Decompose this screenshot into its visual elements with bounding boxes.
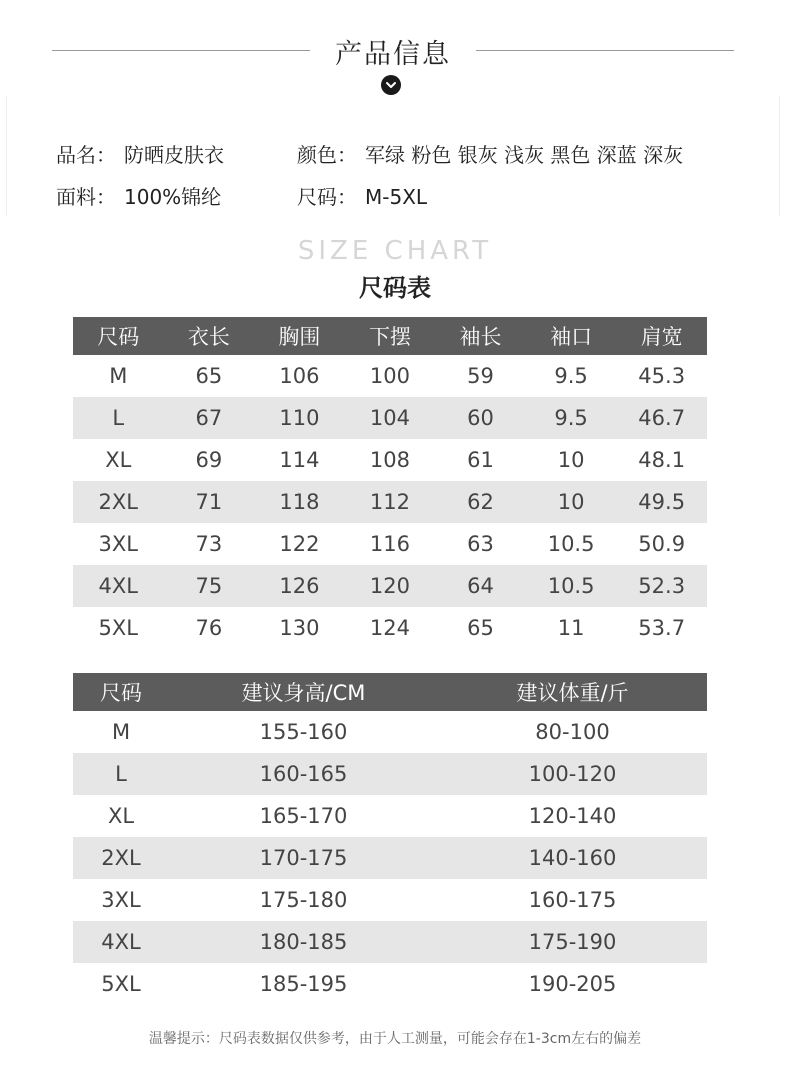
table-cell: 62 <box>435 481 526 523</box>
table-cell: 118 <box>254 481 345 523</box>
table-cell: 106 <box>279 364 320 388</box>
table-row <box>73 607 707 649</box>
table-cell: 130 <box>279 616 320 640</box>
measurement-table <box>73 317 707 649</box>
table-cell: 48.1 <box>638 448 686 472</box>
table-row <box>73 711 707 753</box>
measurement-table-header <box>73 317 707 355</box>
table-cell: 50.9 <box>638 532 686 556</box>
table-cell: 63 <box>467 532 494 556</box>
table-cell: 10 <box>526 481 617 523</box>
size-range-row <box>297 181 427 210</box>
table-cell: XL <box>107 804 135 828</box>
table-cell: M <box>111 720 131 744</box>
table-cell: 112 <box>345 481 436 523</box>
table-row <box>73 523 707 565</box>
table-cell: 2XL <box>73 481 164 523</box>
table-cell: 120 <box>345 565 436 607</box>
table-cell: 122 <box>279 532 320 556</box>
table-cell: 5XL <box>101 972 141 996</box>
table-cell: 4XL <box>73 921 169 963</box>
column-header: 建议体重/斤 <box>438 673 707 711</box>
table-row <box>73 397 707 439</box>
fit-recommendation-table <box>73 673 707 1005</box>
table-cell: 9.5 <box>526 397 617 439</box>
table-cell: 10.5 <box>547 532 595 556</box>
column-header: 尺码 <box>73 317 164 355</box>
table-cell: 160-175 <box>528 888 617 912</box>
table-cell: 165-170 <box>259 804 348 828</box>
size-chart-english-heading: SIZE CHART <box>297 236 493 266</box>
table-cell: 180-185 <box>169 921 438 963</box>
table-row <box>73 795 707 837</box>
table-cell: XL <box>105 448 132 472</box>
table-cell: 108 <box>369 448 411 472</box>
table-row <box>73 565 707 607</box>
table-cell: 75 <box>164 565 255 607</box>
table-cell: 59 <box>467 364 494 388</box>
table-cell: 3XL <box>101 888 141 912</box>
table-cell: 190-205 <box>528 972 617 996</box>
product-name-label: 品名： <box>56 143 116 167</box>
column-header: 尺码 <box>73 673 169 711</box>
column-header: 下摆 <box>345 317 436 355</box>
table-cell: 45.3 <box>638 364 686 388</box>
table-cell: 11 <box>557 616 585 640</box>
table-cell: 65 <box>195 364 223 388</box>
column-header: 袖长 <box>435 317 526 355</box>
table-row <box>73 963 707 1005</box>
table-cell: 114 <box>279 448 320 472</box>
table-cell: 155-160 <box>259 720 348 744</box>
table-row <box>73 879 707 921</box>
table-cell: 104 <box>345 397 436 439</box>
product-name-row <box>56 139 224 168</box>
table-cell: 116 <box>369 532 411 556</box>
fabric-value: 100%锦纶 <box>124 185 222 209</box>
product-name-value: 防晒皮肤衣 <box>124 143 224 167</box>
table-cell: 110 <box>254 397 345 439</box>
table-cell: M <box>109 364 128 388</box>
table-cell: 3XL <box>98 532 138 556</box>
table-cell: 73 <box>195 532 223 556</box>
table-cell: 76 <box>195 616 223 640</box>
table-cell: 46.7 <box>616 397 707 439</box>
table-row <box>73 921 707 963</box>
header-divider-left <box>52 50 310 51</box>
table-cell: 5XL <box>98 616 138 640</box>
table-row <box>73 753 707 795</box>
section-title: 产品信息 <box>335 39 451 70</box>
table-cell: 170-175 <box>169 837 438 879</box>
table-cell: 140-160 <box>438 837 707 879</box>
table-cell: 9.5 <box>554 364 588 388</box>
table-cell: 185-195 <box>259 972 348 996</box>
size-range-value: M-5XL <box>365 185 428 209</box>
table-cell: 4XL <box>73 565 164 607</box>
color-value: 军绿 粉色 银灰 浅灰 黑色 深蓝 深灰 <box>365 143 684 167</box>
color-label: 颜色： <box>297 143 357 167</box>
column-header: 袖口 <box>526 317 617 355</box>
table-row <box>73 439 707 481</box>
size-chart-heading: 尺码表 <box>359 274 431 302</box>
table-row <box>73 355 707 397</box>
color-row <box>297 139 683 168</box>
table-cell: 71 <box>164 481 255 523</box>
table-cell: 126 <box>254 565 345 607</box>
table-cell: 52.3 <box>616 565 707 607</box>
chevron-down-icon <box>381 75 401 95</box>
table-row <box>73 837 707 879</box>
measurement-disclaimer: 温馨提示：尺码表数据仅供参考，由于人工测量，可能会存在1-3cm左右的偏差 <box>148 1031 642 1047</box>
column-header: 胸围 <box>254 317 345 355</box>
table-cell: L <box>73 397 164 439</box>
table-cell: 10 <box>557 448 585 472</box>
table-cell: 80-100 <box>535 720 610 744</box>
table-cell: 49.5 <box>616 481 707 523</box>
table-cell: 2XL <box>73 837 169 879</box>
table-cell: 100 <box>369 364 411 388</box>
fabric-label: 面料： <box>56 185 116 209</box>
header-divider-right <box>476 50 734 51</box>
table-cell: 69 <box>195 448 223 472</box>
table-cell: L <box>73 753 169 795</box>
section-header <box>0 24 790 74</box>
table-cell: 61 <box>467 448 494 472</box>
table-cell: 175-180 <box>259 888 348 912</box>
table-cell: 124 <box>369 616 411 640</box>
table-row <box>73 481 707 523</box>
fabric-row <box>56 181 221 210</box>
table-cell: 64 <box>435 565 526 607</box>
table-cell: 65 <box>467 616 494 640</box>
table-cell: 175-190 <box>438 921 707 963</box>
table-cell: 10.5 <box>526 565 617 607</box>
table-cell: 60 <box>435 397 526 439</box>
table-cell: 160-165 <box>169 753 438 795</box>
column-header: 肩宽 <box>616 317 707 355</box>
table-cell: 100-120 <box>438 753 707 795</box>
size-range-label: 尺码： <box>297 185 357 209</box>
column-header: 建议身高/CM <box>169 673 438 711</box>
fit-table-header <box>73 673 707 711</box>
table-cell: 120-140 <box>528 804 617 828</box>
table-cell: 53.7 <box>638 616 686 640</box>
column-header: 衣长 <box>164 317 255 355</box>
table-cell: 67 <box>164 397 255 439</box>
